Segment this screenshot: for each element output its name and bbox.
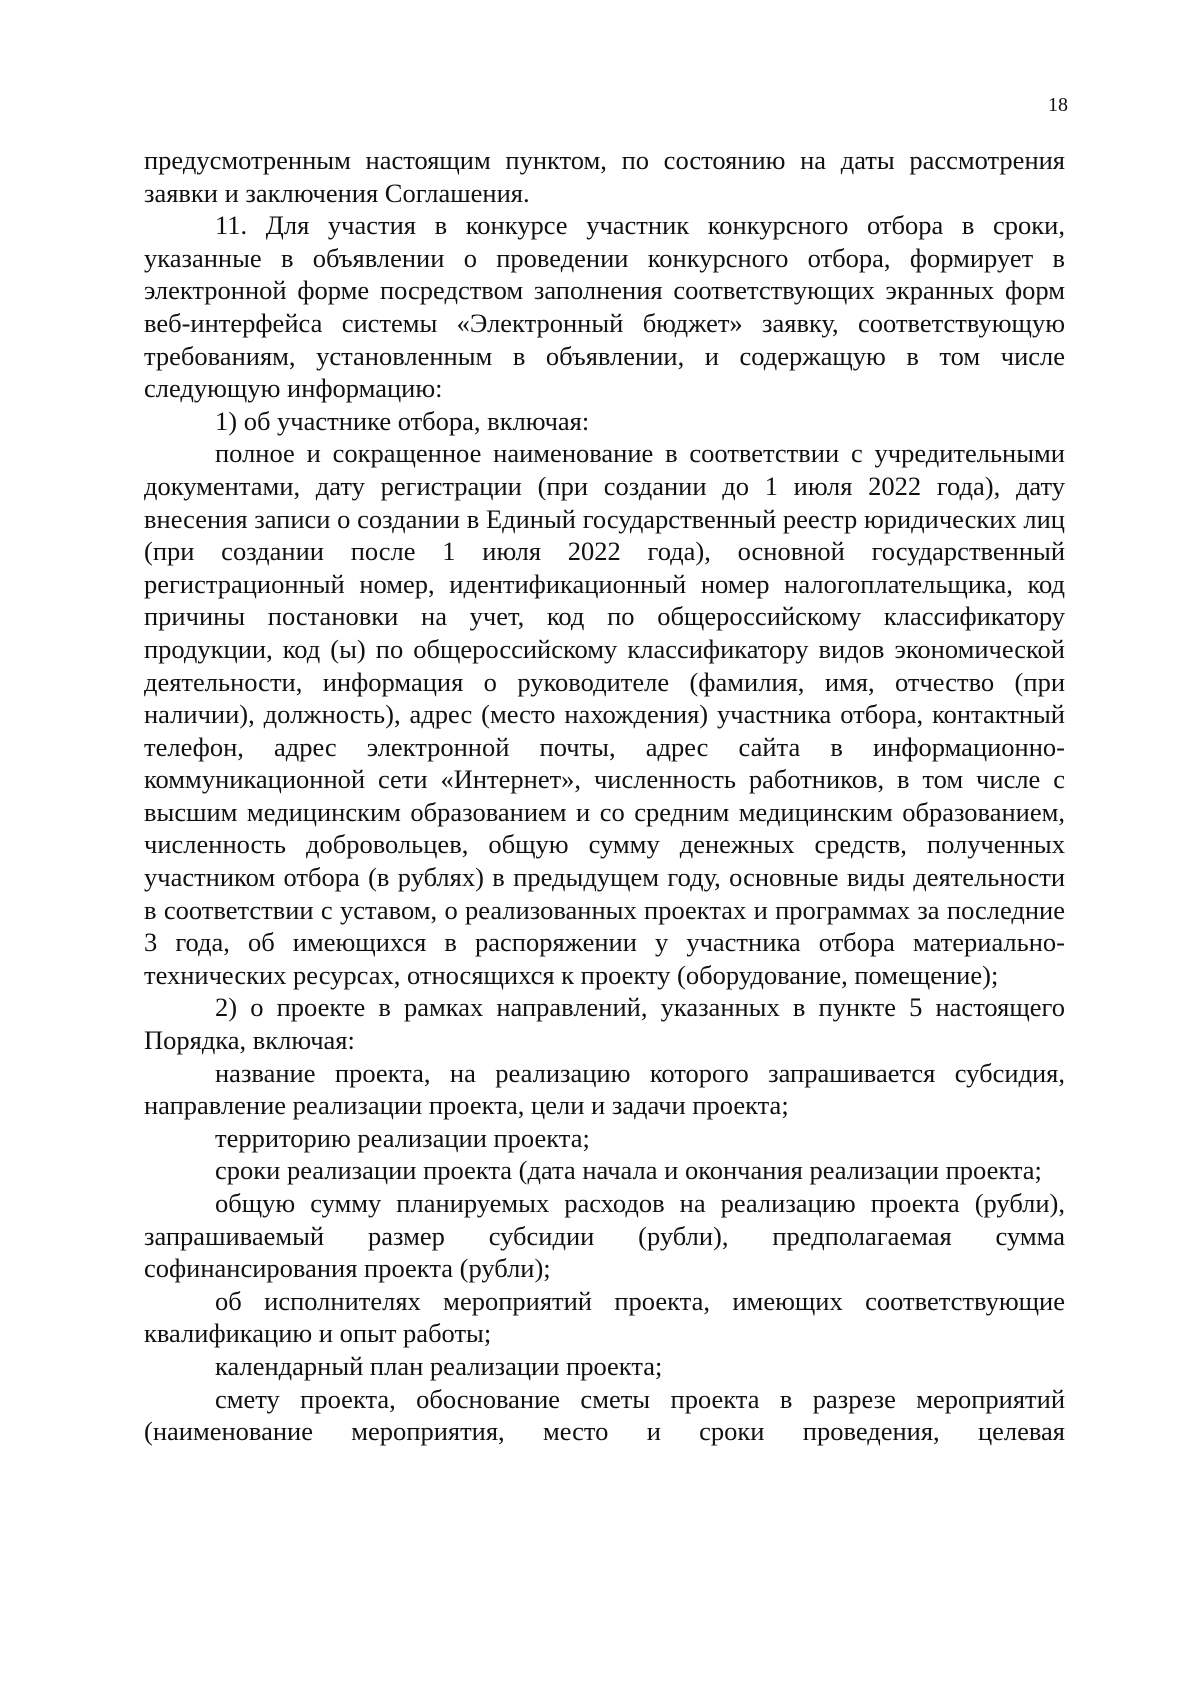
paragraph-participant-details: полное и сокращенное наименование в соответствии с учредительными документами, дату регистрации (при создании до 1 июля 2022 года), дату внесения записи о создании в Единый государственный реестр юридических лиц (при создании после 1 июля 2022 года), основной государственный регистрационный номер, идентификационный номер налогоплательщика, код причины постановки на учет, код по общероссийскому классификатору продукции, код (ы) по общероссийскому классификатору видов экономической деятельности, информация о руководителе (фамилия, имя, отчество (при наличии), должность), адрес (место нахождения) участника отбора, контактный телефон, адрес электронной почты, адрес сайта в информационно-коммуникационной сети «Интернет», численность работников, в том числе с высшим медицинским образованием и со средним медицинским образованием, численность добровольцев, общую сумму денежных средств, полученных участником отбора (в рублях) в предыдущем году, основные виды деятельности в соответствии с уставом, о реализованных проектах и программах за последние 3 года, об имеющихся в распоряжении у участника отбора материально-технических ресурсах, относящихся к проекту (оборудование, помещение); <box>144 438 1065 990</box>
document-body <box>144 144 1065 1448</box>
paragraph-project-estimate: смету проекта, обоснование сметы проекта в разрезе мероприятий (наименование мероприятия, место и сроки проведения, целевая <box>144 1383 1065 1447</box>
paragraph-project-name: название проекта, на реализацию которого запрашивается субсидия, направление реализации проекта, цели и задачи проекта; <box>144 1057 1065 1121</box>
paragraph-subitem-1: 1) об участнике отбора, включая: <box>215 405 590 436</box>
paragraph-calendar-plan: календарный план реализации проекта; <box>215 1350 663 1381</box>
paragraph-project-timeline: сроки реализации проекта (дата начала и окончания реализации проекта; <box>215 1155 1042 1186</box>
paragraph-project-budget: общую сумму планируемых расходов на реализацию проекта (рубли), запрашиваемый размер субсидии (рубли), предполагаемая сумма софинансирования проекта (рубли); <box>144 1188 1065 1284</box>
paragraph-subitem-2: 2) о проекте в рамках направлений, указанных в пункте 5 настоящего Порядка, включая: <box>144 992 1065 1056</box>
paragraph-project-territory: территорию реализации проекта; <box>215 1122 590 1153</box>
paragraph-project-executors: об исполнителях мероприятий проекта, имеющих соответствующие квалификацию и опыт работы; <box>144 1285 1065 1349</box>
paragraph-continuation: предусмотренным настоящим пунктом, по состоянию на даты рассмотрения заявки и заключения Соглашения. <box>144 145 1065 208</box>
page-number: 18 <box>1048 94 1068 116</box>
paragraph-item-11: 11. Для участия в конкурсе участник конкурсного отбора в сроки, указанные в объявлении о проведении конкурсного отбора, формирует в электронной форме посредством заполнения соответствующих экранных форм веб-интерфейса системы «Электронный бюджет» заявку, соответствующую требованиям, установленным в объявлении, и содержащую в том числе следующую информацию: <box>144 210 1065 404</box>
